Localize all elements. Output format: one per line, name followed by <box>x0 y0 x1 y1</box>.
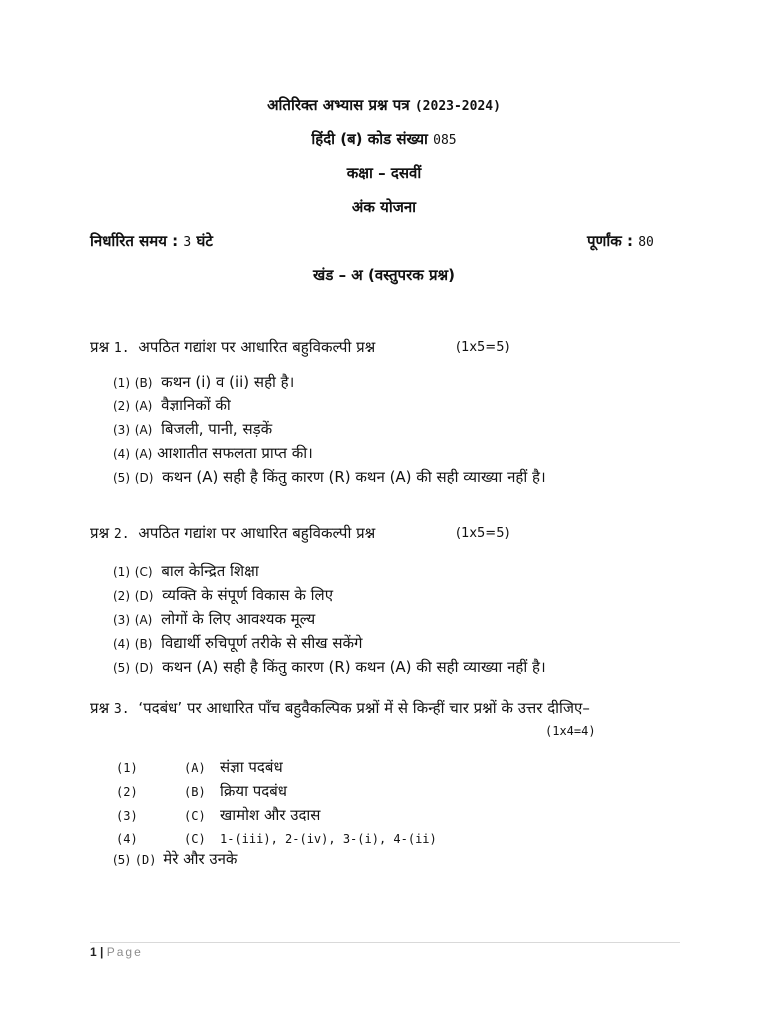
max-marks <box>587 231 654 253</box>
answer-text: कथन (i) व (ii) सही है। <box>161 373 295 391</box>
answer-number: (1) <box>113 565 130 579</box>
answer-text: संज्ञा पदबंध <box>220 758 283 776</box>
answer-option: (B) <box>134 637 153 651</box>
question-text: अपठित गद्यांश पर आधारित बहुविकल्पी प्रश्न <box>138 524 376 542</box>
answer-option: (D) <box>134 589 154 603</box>
time-label: निर्धारित समय : <box>90 232 179 250</box>
answer-row <box>113 467 546 488</box>
answer-number: (1) <box>116 761 138 775</box>
question-label: प्रश्न <box>90 524 110 542</box>
answer-number: (4) <box>116 832 138 846</box>
answer-text: 1-(iii), 2-(iv), 3-(i), 4-(ii) <box>220 832 437 846</box>
answer-row <box>113 372 294 393</box>
answer-text: वैज्ञानिकों की <box>161 396 231 414</box>
answer-number: (3) <box>113 423 130 437</box>
answer-text: विद्यार्थी रुचिपूर्ण तरीके से सीख सकेंगे <box>161 634 363 652</box>
answer-option: (C) <box>134 565 153 579</box>
question-label: प्रश्न <box>90 699 110 717</box>
answer-row <box>116 805 320 826</box>
answer-number: (5) <box>113 853 130 867</box>
question-text: ‘पदबंध’ पर आधारित पाँच बहुवैकल्पिक प्रश्नों में से किन्हीं चार प्रश्नों के उत्तर दीजिए– <box>138 699 590 717</box>
answer-text: खामोश और उदास <box>220 806 321 824</box>
question-number: 1. <box>113 341 130 356</box>
answer-option: (C) <box>184 832 206 846</box>
page-footer <box>90 945 143 959</box>
time-unit: घंटे <box>196 232 213 250</box>
answer-option: (A) <box>134 447 153 461</box>
answer-row <box>116 757 283 778</box>
question-label: प्रश्न <box>90 338 110 356</box>
answer-text: आशातीत सफलता प्राप्त की। <box>157 444 313 462</box>
answer-row <box>113 585 333 606</box>
answer-option: (B) <box>134 376 153 390</box>
answer-text: बाल केन्द्रित शिक्षा <box>161 562 259 580</box>
answer-text: व्यक्ति के संपूर्ण विकास के लिए <box>162 586 333 604</box>
answer-text: बिजली, पानी, सड़कें <box>161 420 273 438</box>
subject-line <box>0 129 768 151</box>
page-separator: | <box>100 945 104 959</box>
answer-row <box>116 828 437 849</box>
answer-number: (4) <box>113 637 130 651</box>
answer-row <box>113 395 231 416</box>
question-number: 3. <box>113 702 130 717</box>
answer-option: (D) <box>134 853 157 867</box>
answer-row <box>113 561 259 582</box>
paper-title <box>0 95 768 117</box>
question-2 <box>90 523 375 545</box>
question-number: 2. <box>113 527 130 542</box>
answer-number: (5) <box>113 661 130 675</box>
answer-text: क्रिया पदबंध <box>220 782 288 800</box>
answer-row <box>113 419 272 440</box>
answer-option: (A) <box>184 761 206 775</box>
class-line: कक्षा – दसवीं <box>346 164 422 182</box>
answer-number: (2) <box>113 589 130 603</box>
question-3 <box>90 698 590 720</box>
answer-row <box>113 633 362 654</box>
section-heading: खंड – अ (वस्तुपरक प्रश्न) <box>313 266 455 284</box>
paper-title-text: अतिरिक्त अभ्यास प्रश्न पत्र <box>267 96 410 114</box>
answer-option: (D) <box>134 471 154 485</box>
answer-number: (4) <box>113 447 130 461</box>
answer-row <box>113 609 315 630</box>
answer-option: (A) <box>134 613 153 627</box>
question-text: अपठित गद्यांश पर आधारित बहुविकल्पी प्रश्न <box>138 338 376 356</box>
time-value: 3 <box>183 235 192 250</box>
answer-row <box>113 657 546 678</box>
subject-text: हिंदी (ब) कोड संख्या <box>311 130 428 148</box>
question-1 <box>90 337 375 359</box>
answer-number: (3) <box>116 809 138 823</box>
answer-text: लोगों के लिए आवश्यक मूल्य <box>161 610 316 628</box>
marks-value: 80 <box>638 235 654 250</box>
question-3-marks: (1x4=4) <box>545 724 596 738</box>
answer-text: मेरे और उनके <box>163 850 238 868</box>
subject-code: 085 <box>433 133 457 148</box>
answer-number: (2) <box>116 785 138 799</box>
time-allowed <box>90 231 213 253</box>
answer-text: कथन (A) सही है किंतु कारण (R) कथन (A) की सही व्याख्या नहीं है। <box>162 468 546 486</box>
answer-number: (2) <box>113 399 130 413</box>
answer-option: (A) <box>134 399 153 413</box>
question-1-marks: (1x5=5) <box>456 340 510 355</box>
answer-option: (C) <box>184 809 206 823</box>
page-word: Page <box>106 945 143 959</box>
answer-option: (D) <box>134 661 154 675</box>
answer-row <box>113 849 237 870</box>
answer-option: (B) <box>184 785 206 799</box>
marking-scheme-title: अंक योजना <box>351 198 417 216</box>
marks-label: पूर्णांक : <box>587 232 633 250</box>
answer-text: कथन (A) सही है किंतु कारण (R) कथन (A) की सही व्याख्या नहीं है। <box>162 658 546 676</box>
page-number: 1 <box>90 945 97 959</box>
answer-number: (1) <box>113 376 130 390</box>
paper-year: (2023-2024) <box>414 99 501 114</box>
answer-option: (A) <box>134 423 153 437</box>
answer-row <box>113 443 313 464</box>
question-2-marks: (1x5=5) <box>456 526 510 541</box>
answer-number: (5) <box>113 471 130 485</box>
footer-divider <box>90 942 680 943</box>
answer-number: (3) <box>113 613 130 627</box>
answer-row <box>116 781 287 802</box>
